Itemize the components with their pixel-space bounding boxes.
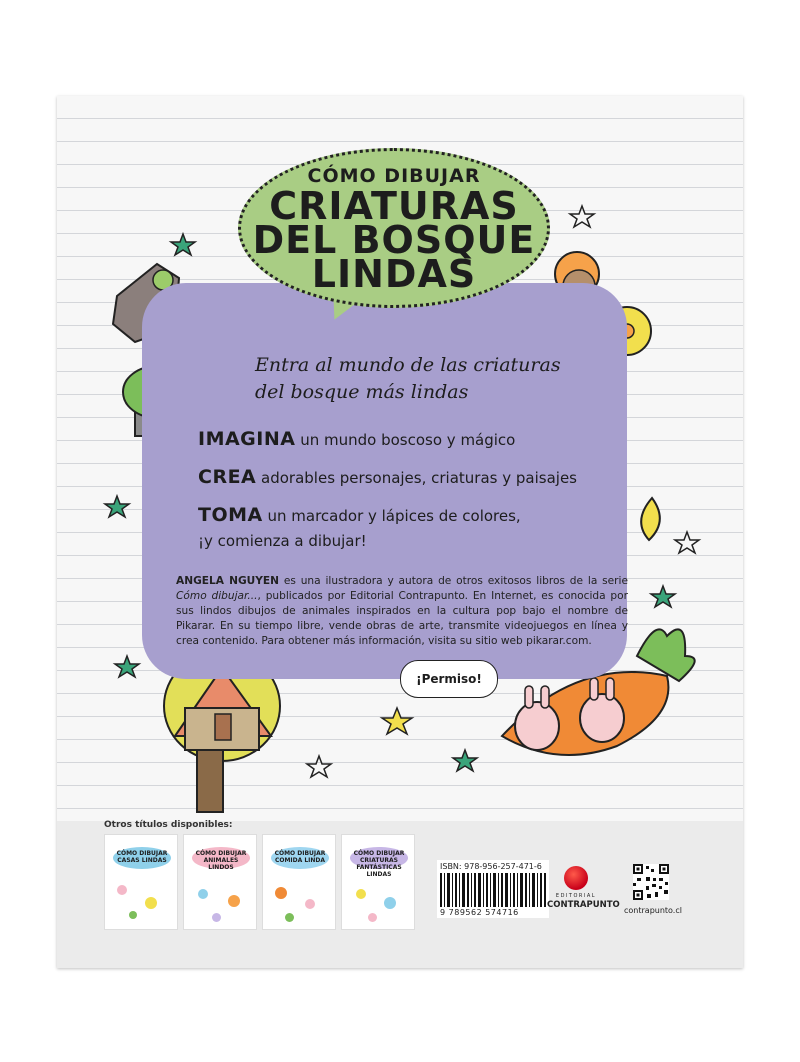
author-bio bbox=[176, 574, 628, 649]
publisher-website: contrapunto.cl bbox=[624, 906, 682, 915]
permiso-speech-bubble: ¡Permiso! bbox=[400, 660, 498, 698]
title-small: CÓMO DIBUJAR bbox=[307, 165, 481, 187]
feature-text: un marcador y lápices de colores, bbox=[262, 507, 521, 525]
leaf-illustration bbox=[641, 498, 660, 540]
feature-keyword: TOMA bbox=[198, 504, 263, 526]
publisher-logo-icon bbox=[564, 866, 588, 890]
book-title: CÓMO DIBUJAR COMIDA LINDA bbox=[271, 847, 329, 869]
feature-keyword: CREA bbox=[198, 466, 257, 488]
feature-imagina bbox=[198, 428, 515, 450]
bio-text-2: , publicados por Editorial Contrapunto. En Internet, es conocida por sus lindos dibujos de animales inspirados en la cultura pop bajo el nombre de Pikarar. En su tiempo libre, vende obras de arte, transmite videojuegos en línea y crea contenido. Para obtener más información, visita su sitio web pikarar.com. bbox=[176, 590, 628, 647]
other-book-casas bbox=[104, 834, 178, 930]
title-line-2: DEL BOSQUE bbox=[252, 218, 536, 262]
other-titles-label: Otros títulos disponibles: bbox=[104, 820, 233, 830]
publisher-name: CONTRAPUNTO bbox=[547, 900, 620, 910]
publisher-label: EDITORIAL bbox=[555, 893, 597, 899]
other-book-animales bbox=[183, 834, 257, 930]
other-book-fantasticas bbox=[341, 834, 415, 930]
bio-text-1: es una ilustradora y autora de otros exitosos libros de la serie bbox=[279, 575, 628, 587]
isbn-label: ISBN: 978-956-257-471-6 bbox=[440, 862, 542, 871]
qr-code-icon bbox=[633, 864, 669, 900]
book-title: CÓMO DIBUJAR CRIATURAS FANTÁSTICAS LINDAS bbox=[350, 847, 408, 869]
book-title: CÓMO DIBUJAR CASAS LINDAS bbox=[113, 847, 171, 869]
title-line-1: CRIATURAS bbox=[269, 184, 519, 228]
title-line-3: LINDAS bbox=[311, 252, 477, 296]
intro-line-1: Entra al mundo de las criaturas bbox=[255, 354, 561, 376]
book-title: CÓMO DIBUJAR ANIMALES LINDOS bbox=[192, 847, 250, 869]
yellow-star bbox=[382, 708, 412, 734]
other-book-comida bbox=[262, 834, 336, 930]
barcode-number: 9 789562 574716 bbox=[440, 908, 519, 917]
author-name: ANGELA NGUYEN bbox=[176, 575, 280, 587]
feature-text: adorables personajes, criaturas y paisajes bbox=[256, 469, 577, 487]
series-name: Cómo dibujar... bbox=[176, 590, 258, 602]
intro-line-2: del bosque más lindas bbox=[255, 381, 469, 403]
feature-crea bbox=[198, 466, 577, 488]
feature-keyword: IMAGINA bbox=[198, 428, 296, 450]
feature-text: un mundo boscoso y mágico bbox=[295, 431, 516, 449]
feature-toma bbox=[198, 504, 521, 526]
feature-continuation: ¡y comienza a dibujar! bbox=[198, 532, 367, 550]
barcode bbox=[440, 873, 546, 907]
